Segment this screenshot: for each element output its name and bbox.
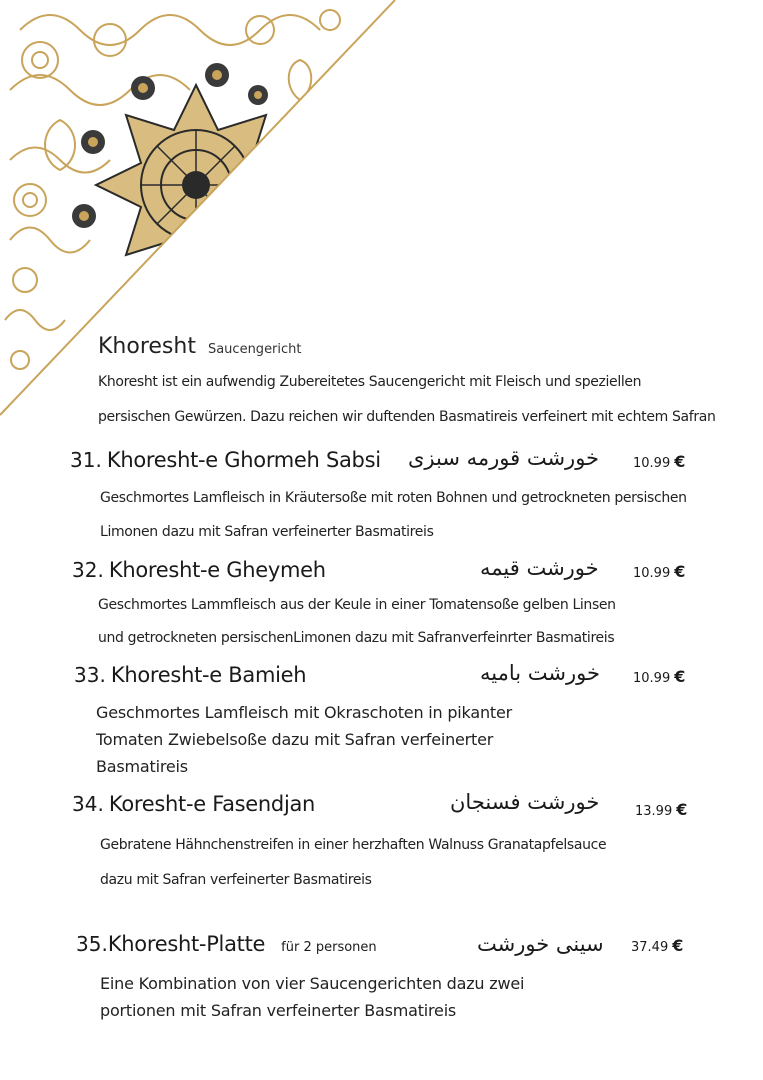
item-description: Eine Kombination von vier Saucengerichten dazu zwei — [100, 974, 525, 993]
currency-symbol: € — [674, 667, 686, 686]
item-description: Geschmortes Lammfleisch aus der Keule in einer Tomatensoße gelben Linsen — [98, 597, 616, 613]
item-description: Geschmortes Lamfleisch mit Okraschoten in pikanter — [96, 703, 512, 722]
item-price — [631, 936, 683, 955]
item-farsi-name: خورشت قورمه سبزی — [408, 446, 600, 470]
item-price — [633, 667, 685, 686]
item-price — [633, 562, 685, 581]
item-name: Khoresht-e Gheymeh — [108, 558, 326, 582]
item-number: 32. — [72, 558, 104, 582]
section-header — [98, 334, 302, 359]
menu-item-title — [72, 558, 326, 582]
menu-item-title — [70, 448, 381, 472]
item-description: Gebratene Hähnchenstreifen in einer herzhaften Walnuss Granatapfelsauce — [100, 837, 607, 853]
item-number: 35. — [76, 932, 108, 956]
price-value: 10.99 — [633, 566, 671, 581]
item-name: Koresht-e Fasendjan — [108, 792, 316, 816]
price-value: 37.49 — [631, 940, 669, 955]
item-farsi-name: خورشت قیمه — [480, 556, 599, 580]
item-description: Tomaten Zwiebelsoße dazu mit Safran verfeinerter — [96, 730, 494, 749]
currency-symbol: € — [672, 936, 684, 955]
item-description: Geschmortes Lamfleisch in Kräutersoße mit roten Bohnen und getrockneten persischen — [100, 490, 687, 506]
section-intro-line: persischen Gewürzen. Dazu reichen wir duftenden Basmatireis verfeinert mit echtem Safran — [98, 409, 716, 425]
item-number: 34. — [72, 792, 104, 816]
item-price — [633, 452, 685, 471]
item-description: und getrockneten persischenLimonen dazu mit Safranverfeinrter Basmatireis — [98, 630, 615, 646]
price-value: 10.99 — [633, 671, 671, 686]
item-name: Khoresht-e Ghormeh Sabsi — [106, 448, 381, 472]
menu-item-title — [74, 663, 306, 687]
item-description: Basmatireis — [96, 757, 188, 776]
section-intro-line: Khoresht ist ein aufwendig Zubereitetes Saucengericht mit Fleisch und speziellen — [98, 374, 642, 390]
currency-symbol: € — [674, 562, 686, 581]
item-number: 31. — [70, 448, 102, 472]
menu-item-title — [72, 792, 315, 816]
item-farsi-name: سینی خورشت — [477, 932, 604, 956]
item-price — [635, 800, 687, 819]
item-description: dazu mit Safran verfeinerter Basmatireis — [100, 872, 372, 888]
menu-item-title — [76, 932, 377, 956]
section-title: Khoresht — [98, 334, 196, 359]
item-name: Khoresht-e Bamieh — [110, 663, 307, 687]
item-farsi-name: خورشت بامیه — [480, 661, 600, 685]
section-subtitle: Saucengericht — [207, 342, 302, 357]
item-farsi-name: خورشت فسنجان — [450, 790, 600, 814]
item-name: Khoresht-Platte — [107, 932, 266, 956]
item-number: 33. — [74, 663, 106, 687]
price-value: 13.99 — [635, 804, 673, 819]
currency-symbol: € — [676, 800, 688, 819]
item-description: portionen mit Safran verfeinerter Basmatireis — [100, 1001, 457, 1020]
item-description: Limonen dazu mit Safran verfeinerter Basmatireis — [100, 524, 434, 540]
price-value: 10.99 — [633, 456, 671, 471]
currency-symbol: € — [674, 452, 686, 471]
item-note: für 2 personen — [281, 940, 377, 955]
